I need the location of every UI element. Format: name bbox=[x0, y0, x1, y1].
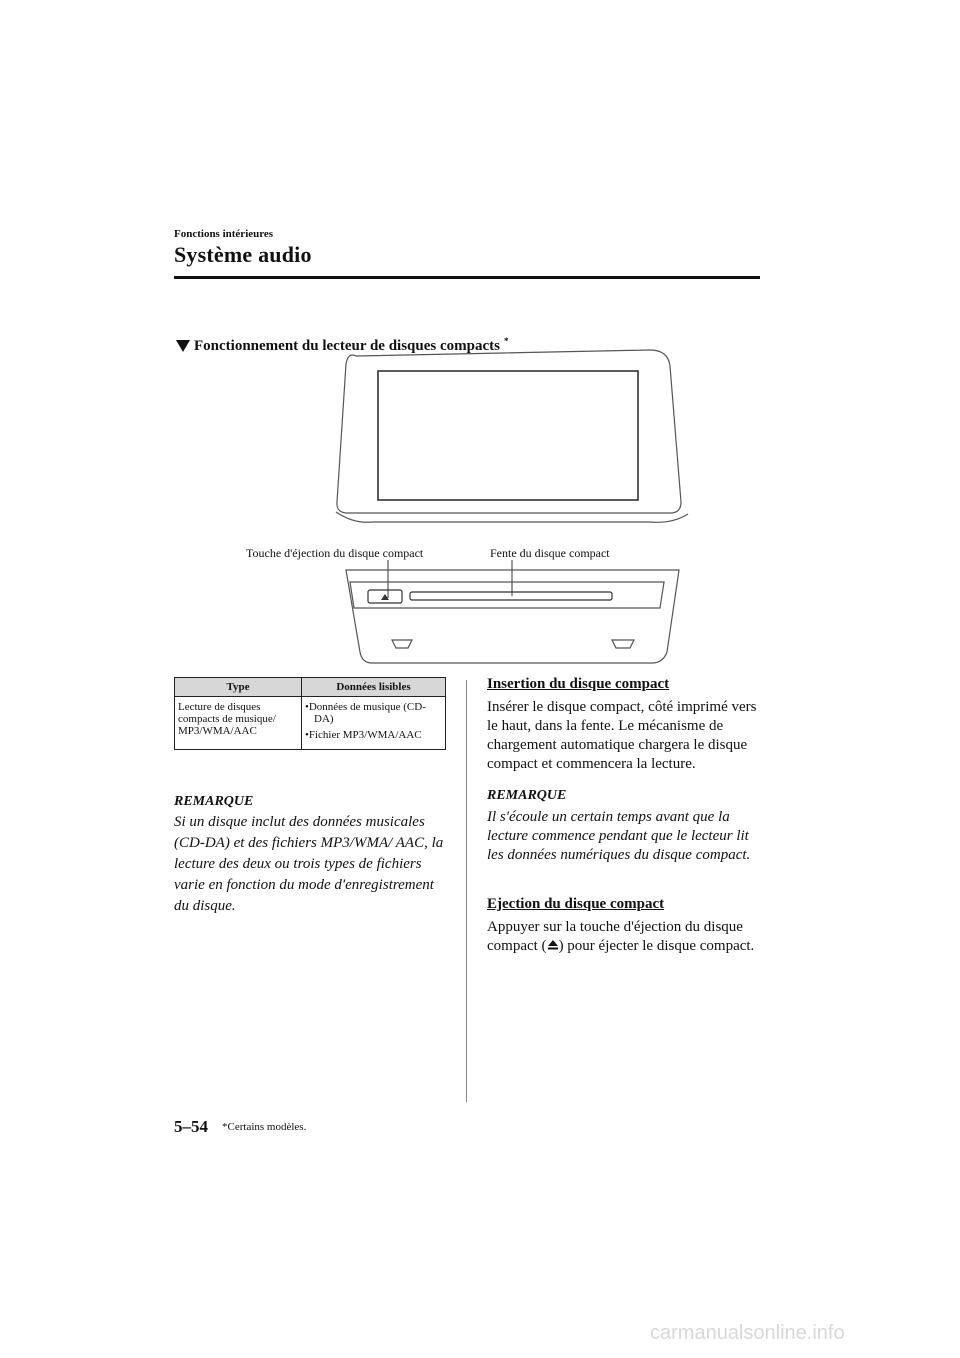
list-item: •Données de musique (CD-DA) bbox=[305, 701, 426, 725]
page-title: Système audio bbox=[174, 242, 312, 267]
readable-data-table bbox=[174, 677, 446, 750]
table-cell-type: Lecture de disques compacts de musique/ MP3/WMA/AAC bbox=[175, 697, 302, 750]
table-header-data: Données lisibles bbox=[302, 678, 446, 697]
ejection-text-before: Appuyer sur la touche d'éjection du disque compact ( bbox=[487, 919, 743, 954]
ejection-text bbox=[487, 918, 767, 956]
list-item: •Fichier MP3/WMA/AAC bbox=[305, 729, 422, 741]
right-note-text: Il s'écoule un certain temps avant que la lecture commence pendant que le lecteur lit les données numériques du disque compact. bbox=[487, 809, 751, 863]
left-note-label: REMARQUE bbox=[174, 794, 254, 809]
table-cell-data bbox=[302, 697, 446, 750]
section-label: Fonctions intérieures bbox=[174, 228, 274, 240]
left-note-text: Si un disque inclut des données musicales (CD-DA) et des fichiers MP3/WMA/ AAC, la lecture des deux ou trois types de fichiers varie en fonction du mode d'enregistrement du disque. bbox=[174, 814, 444, 914]
table-row bbox=[175, 697, 446, 750]
column-divider bbox=[466, 680, 467, 1102]
page-number: 5–54 bbox=[174, 1117, 208, 1136]
watermark: carmanualsonline.info bbox=[650, 1322, 845, 1344]
right-note-label: REMARQUE bbox=[487, 788, 567, 803]
footnote-marker: * bbox=[503, 336, 509, 346]
right-foot bbox=[612, 640, 634, 648]
disc-slot bbox=[410, 592, 612, 600]
insertion-heading: Insertion du disque compact bbox=[487, 676, 670, 692]
table-header-type: Type bbox=[175, 678, 302, 697]
table-header-row bbox=[175, 678, 446, 697]
eject-key-callout: Touche d'éjection du disque compact bbox=[246, 546, 424, 560]
left-foot bbox=[392, 640, 412, 648]
footnote: *Certains modèles. bbox=[222, 1121, 307, 1133]
insertion-text: Insérer le disque compact, côté imprimé vers le haut, dans la fente. Le mécanisme de chargement automatique chargera le disque compact et commencera la lecture. bbox=[487, 699, 757, 772]
ejection-heading: Ejection du disque compact bbox=[487, 896, 665, 912]
display-screen bbox=[378, 371, 638, 500]
ejection-text-after: ) pour éjecter le disque compact. bbox=[558, 938, 755, 954]
cd-unit-strip bbox=[350, 582, 664, 608]
section-heading-text: Fonctionnement du lecteur de disques compacts bbox=[194, 338, 500, 354]
display-housing bbox=[337, 350, 681, 513]
disc-slot-callout: Fente du disque compact bbox=[490, 546, 610, 560]
eject-icon bbox=[547, 939, 559, 951]
